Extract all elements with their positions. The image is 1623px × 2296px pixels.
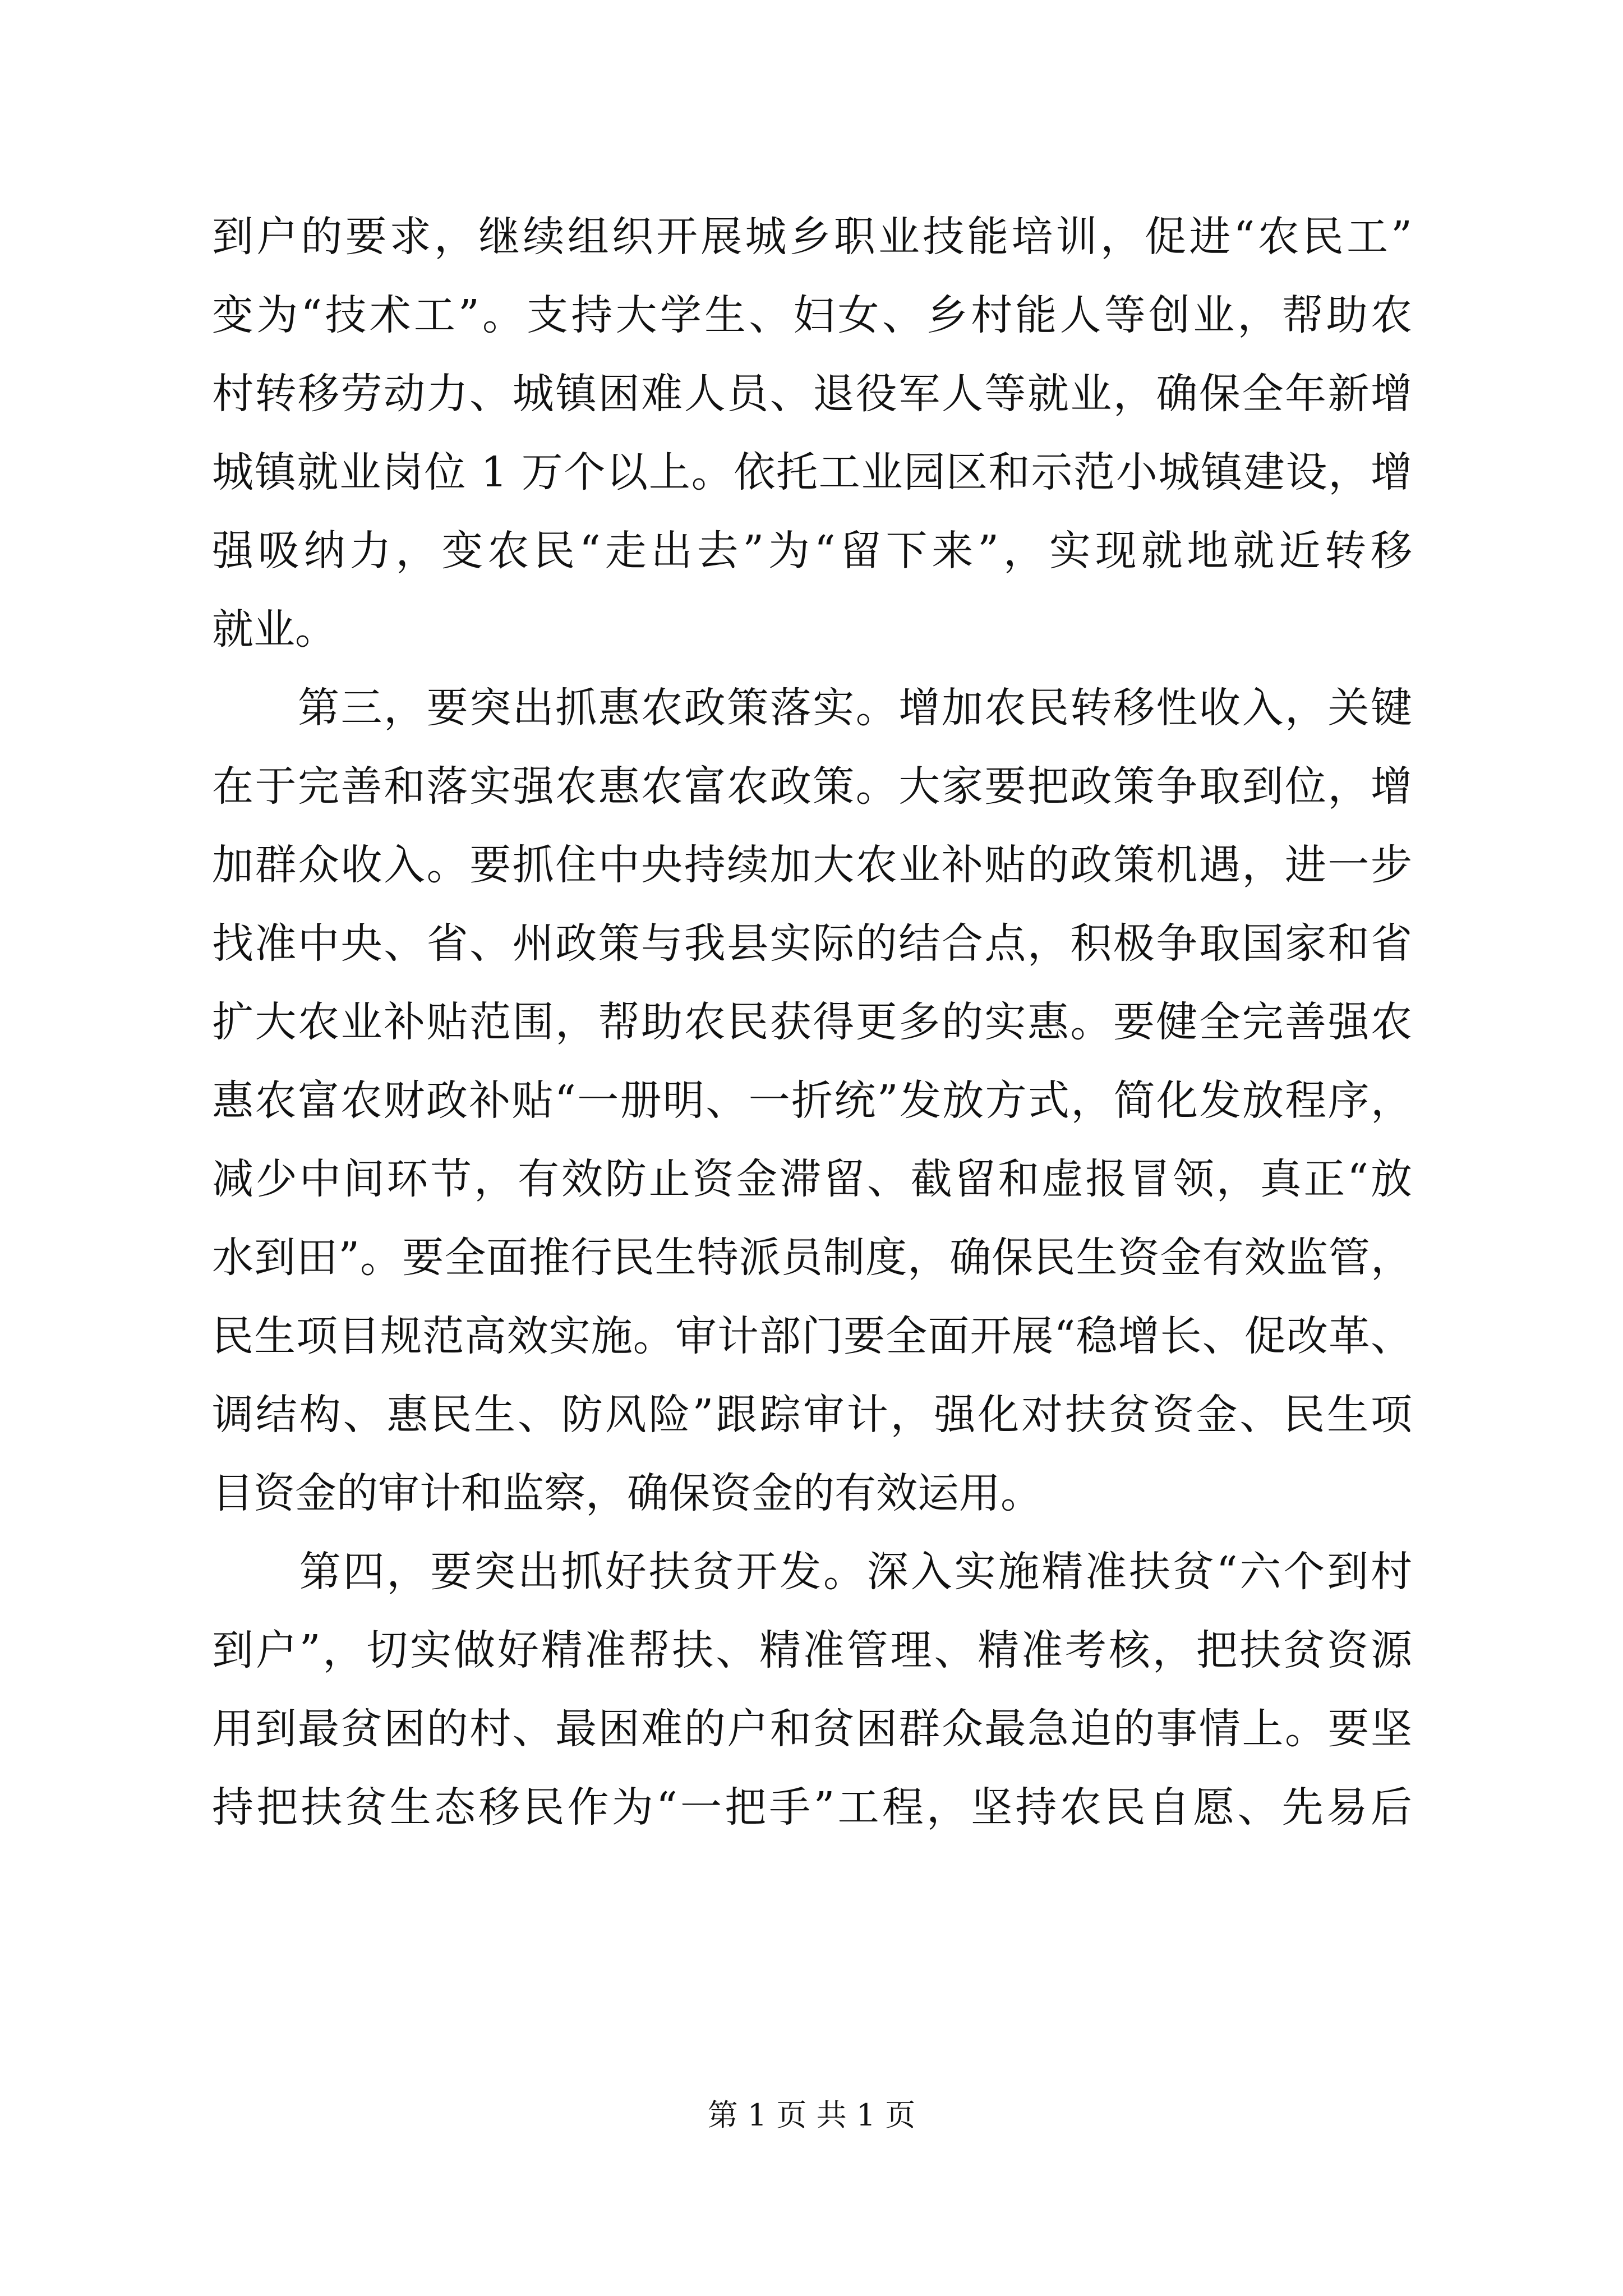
- text-line-17: 目资金的审计和监察，确保资金的有效运用。: [212, 1469, 1042, 1517]
- text-line-9: 加群众收入。要抓住中央持续加大农业补贴的政策机遇，进一步: [212, 841, 1412, 889]
- text-line-19: 到户”，切实做好精准帮扶、精准管理、精准考核，把扶贫资源: [212, 1626, 1412, 1674]
- text-line-2: 变为“技术工”。支持大学生、妇女、乡村能人等创业，帮助农: [212, 291, 1412, 339]
- text-line-10: 找准中央、省、州政策与我县实际的结合点，积极争取国家和省: [212, 919, 1412, 968]
- text-line-3: 村转移劳动力、城镇困难人员、退役军人等就业，确保全年新增: [212, 370, 1412, 418]
- text-line-14: 水到田”。要全面推行民生特派员制度，确保民生资金有效监管，: [212, 1234, 1412, 1282]
- text-line-15: 民生项目规范高效实施。审计部门要全面开展“稳增长、促改革、: [212, 1312, 1412, 1360]
- text-line-18: 第四，要突出抓好扶贫开发。深入实施精准扶贫“六个到村: [212, 1548, 1412, 1596]
- text-line-13: 减少中间环节，有效防止资金滞留、截留和虚报冒领，真正“放: [212, 1155, 1412, 1203]
- text-line-21: 持把扶贫生态移民作为“一把手”工程，坚持农民自愿、先易后: [212, 1783, 1412, 1832]
- text-line-12: 惠农富农财政补贴“一册明、一折统”发放方式，简化发放程序，: [212, 1076, 1412, 1125]
- text-line-6: 就业。: [212, 605, 336, 654]
- text-line-11: 扩大农业补贴范围，帮助农民获得更多的实惠。要健全完善强农: [212, 998, 1412, 1046]
- text-line-16: 调结构、惠民生、防风险”跟踪审计，强化对扶贫资金、民生项: [212, 1391, 1412, 1439]
- text-line-20: 用到最贫困的村、最困难的户和贫困群众最急迫的事情上。要坚: [212, 1705, 1412, 1753]
- page-number-footer: 第 1 页 共 1 页: [707, 2097, 916, 2133]
- text-line-1: 到户的要求，继续组织开展城乡职业技能培训，促进“农民工”: [212, 213, 1412, 261]
- text-line-5: 强吸纳力，变农民“走出去”为“留下来”，实现就地就近转移: [212, 527, 1412, 575]
- text-line-7: 第三，要突出抓惠农政策落实。增加农民转移性收入，关键: [212, 684, 1412, 732]
- body-text: [212, 197, 1412, 1847]
- text-line-4: 城镇就业岗位 1 万个以上。依托工业园区和示范小城镇建设，增: [212, 448, 1412, 496]
- text-line-8: 在于完善和落实强农惠农富农政策。大家要把政策争取到位，增: [212, 762, 1412, 811]
